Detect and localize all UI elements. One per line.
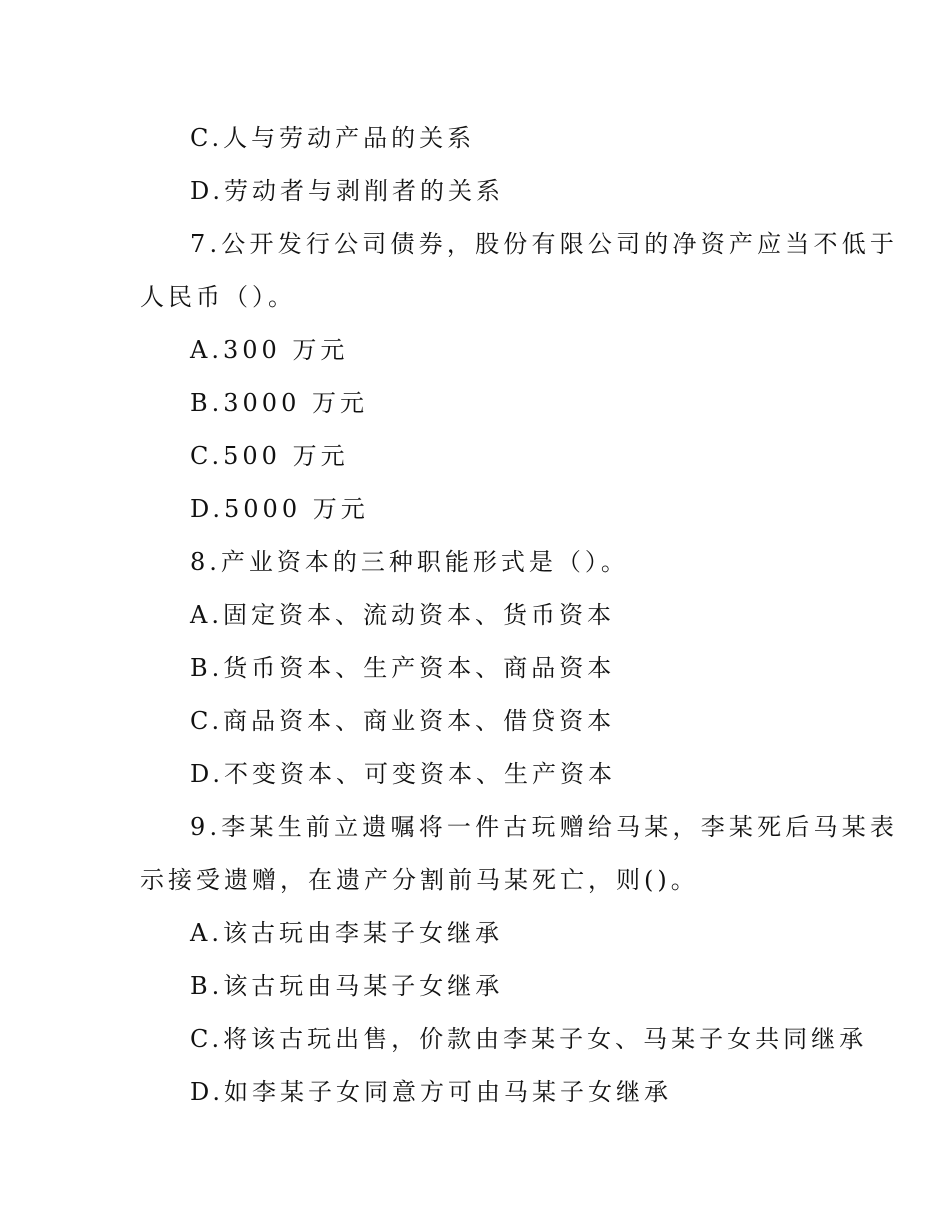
q7-option-c: C.500 万元 [190,442,349,470]
q9-option-b: B.该古玩由马某子女继承 [190,972,504,1000]
q9-option-c: C.将该古玩出售，价款由李某子女、马某子女共同继承 [190,1025,868,1053]
q8-option-d: D.不变资本、可变资本、生产资本 [190,760,617,788]
q6-option-d: D.劳动者与剥削者的关系 [190,177,505,205]
q8-option-c: C.商品资本、商业资本、借贷资本 [190,707,616,735]
q9-stem-line2: 示接受遗赠，在遗产分割前马某死亡，则()。 [140,866,699,894]
q9-option-d: D.如李某子女同意方可由马某子女继承 [190,1078,673,1106]
q8-option-b: B.货币资本、生产资本、商品资本 [190,654,616,682]
q7-option-a: A.300 万元 [190,336,349,364]
q8-option-a: A.固定资本、流动资本、货币资本 [190,601,615,629]
q7-stem-line2: 人民币（）。 [140,283,296,311]
q9-stem-line1: 9.李某生前立遗嘱将一件古玩赠给马某，李某死后马某表 [190,813,899,841]
q8-stem: 8.产业资本的三种职能形式是（）。 [190,548,629,576]
q6-option-c: C.人与劳动产品的关系 [190,124,476,152]
q7-stem-line1: 7.公开发行公司债券，股份有限公司的净资产应当不低于 [190,230,899,258]
q7-option-b: B.3000 万元 [190,389,368,417]
q7-option-d: D.5000 万元 [190,495,369,523]
q9-option-a: A.该古玩由李某子女继承 [190,919,503,947]
